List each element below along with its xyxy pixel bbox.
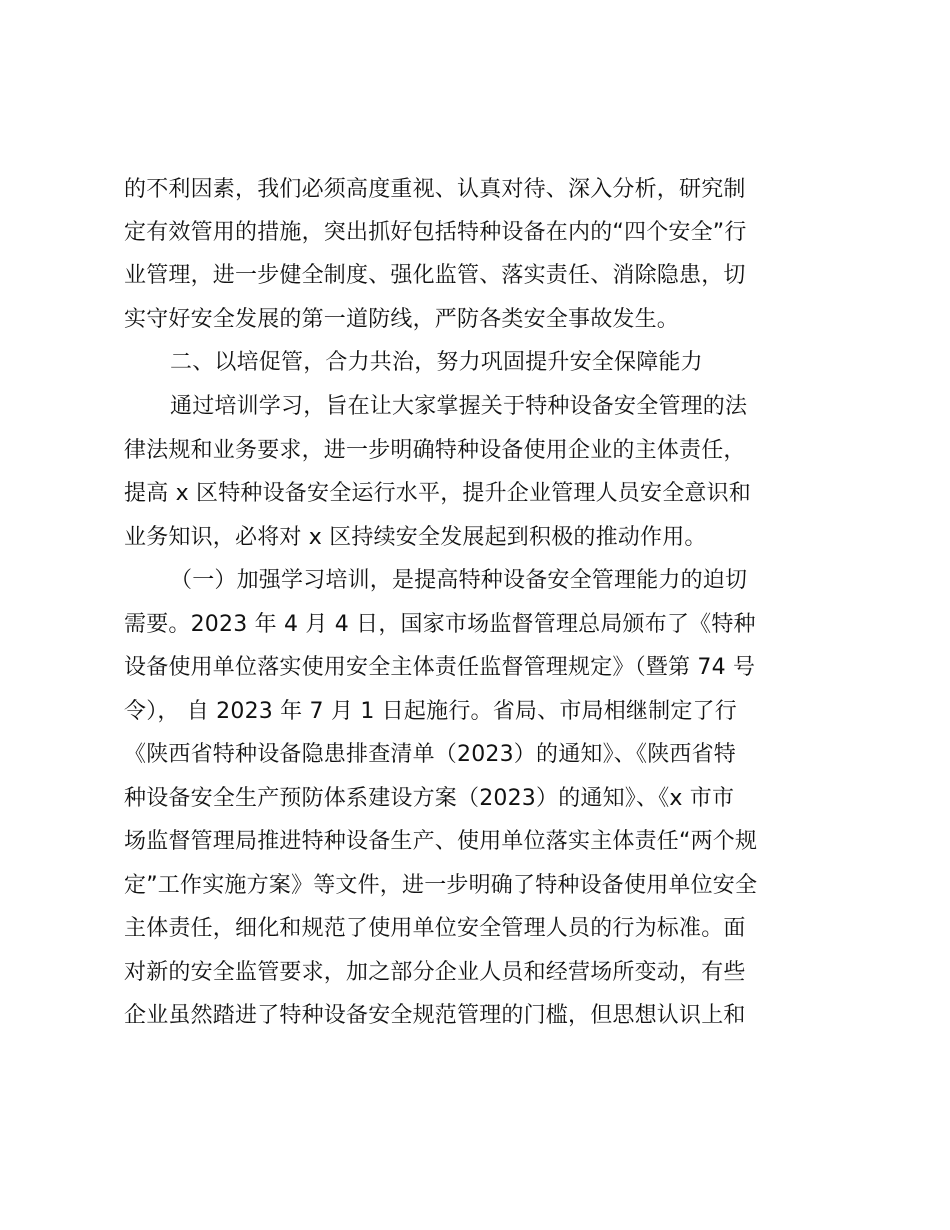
text-line: 令）， 自 2023 年 7 月 1 日起施行。省局、市局相继制定了行 — [124, 699, 737, 724]
text-line: 定有效管用的措施，突出抓好包括特种设备在内的“四个安全”行 — [124, 220, 747, 245]
text-line: 律法规和业务要求，进一步明确特种设备使用企业的主体责任， — [124, 438, 746, 463]
text-line: 的不利因素，我们必须高度重视、认真对待、深入分析，研究制 — [124, 177, 746, 202]
text-line: 定”工作实施方案》等文件，进一步明确了特种设备使用单位安全 — [124, 873, 758, 898]
text-line: 实守好安全发展的第一道防线，严防各类安全事故发生。 — [124, 307, 680, 332]
text-line: 主体责任，细化和规范了使用单位安全管理人员的行为标准。面 — [124, 916, 746, 941]
text-line: 种设备安全生产预防体系建设方案（2023）的通知》、《x 市市 — [124, 786, 735, 811]
section-heading: 二、以培促管，合力共治，努力巩固提升安全保障能力 — [170, 350, 703, 375]
text-line: 需要。2023 年 4 月 4 日，国家市场监督管理总局颁布了《特种 — [124, 612, 756, 637]
text-line: 设备使用单位落实使用安全主体责任监督管理规定》（暨第 74 号 — [124, 655, 756, 680]
text-line: 提高 x 区特种设备安全运行水平，提升企业管理人员安全意识和 — [124, 481, 752, 506]
text-line: 对新的安全监管要求，加之部分企业人员和经营场所变动，有些 — [124, 960, 746, 985]
text-line: 业务知识，必将对 x 区持续安全发展起到积极的推动作用。 — [124, 525, 707, 550]
text-line: 场监督管理局推进特种设备生产、使用单位落实主体责任“两个规 — [124, 829, 758, 854]
text-line: 企业虽然踏进了特种设备安全规范管理的门槛，但思想认识上和 — [124, 1003, 746, 1028]
text-line: 通过培训学习，旨在让大家掌握关于特种设备安全管理的法 — [170, 394, 748, 419]
text-line: 《陕西省特种设备隐患排查清单（2023）的通知》、《陕西省特 — [124, 742, 736, 767]
text-line: 业管理，进一步健全制度、强化监管、落实责任、消除隐患，切 — [124, 263, 746, 288]
subsection-heading: （一）加强学习培训，是提高特种设备安全管理能力的迫切 — [170, 568, 748, 593]
